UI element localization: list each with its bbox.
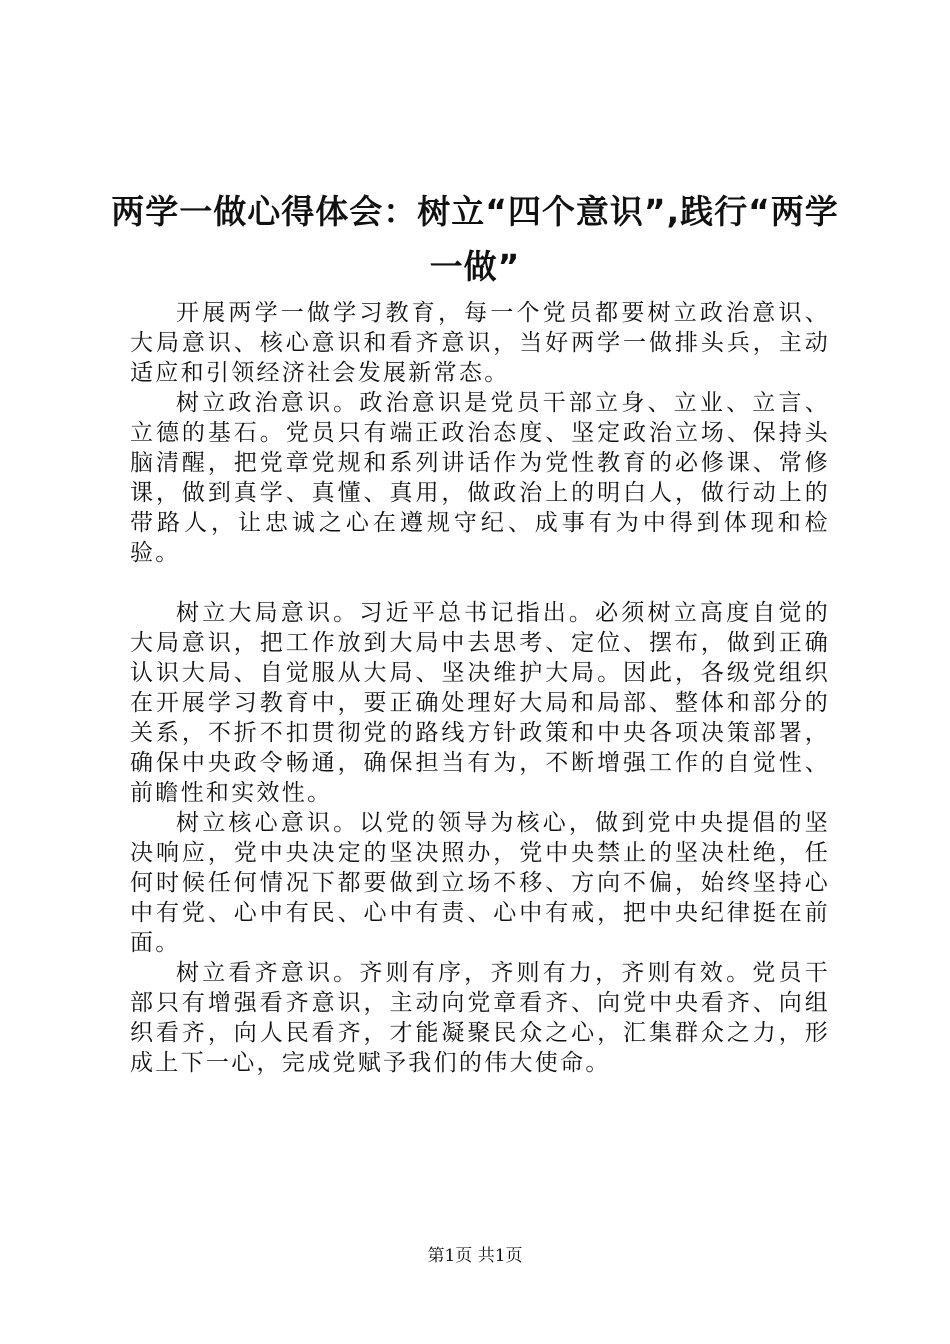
paragraph-intro: 开展两学一做学习教育，每一个党员都要树立政治意识、大局意识、核心意识和看齐意识，当好两学一做排头兵，主动适应和引领经济社会发展新常态。: [130, 300, 830, 386]
paragraph-political-awareness: 树立政治意识。政治意识是党员干部立身、立业、立言、立德的基石。党员只有端正政治态度、坚定政治立场、保持头脑清醒，把党章党规和系列讲话作为党性教育的必修课、常修课，做到真学、真懂、真用，做政治上的明白人，做行动上的带路人，让忠诚之心在遵规守纪、成事有为中得到体现和检验。: [130, 390, 830, 566]
page-footer: 第1页 共1页: [427, 1246, 523, 1266]
paragraph-overall-awareness: 树立大局意识。习近平总书记指出。必须树立高度自觉的大局意识，把工作放到大局中去思考、定位、摆布，做到正确认识大局、自觉服从大局、坚决维护大局。因此，各级党组织在开展学习教育中，要正确处理好大局和局部、整体和部分的关系，不折不扣贯彻党的路线方针政策和中央各项决策部署，确保中央政令畅通，确保担当有为，不断增强工作的自觉性、前瞻性和实效性。: [130, 600, 830, 806]
paragraph-core-awareness: 树立核心意识。以党的领导为核心，做到党中央提倡的坚决响应，党中央决定的坚决照办，党中央禁止的坚决杜绝，任何时候任何情况下都要做到立场不移、方向不偏，始终坚持心中有党、心中有民、心中有责、心中有戒，把中央纪律挺在前面。: [130, 810, 830, 956]
document-title: 两学一做心得体会：树立“四个意识”,践行“两学一做”: [111, 192, 839, 286]
document-body: [130, 298, 830, 1078]
paragraph-alignment-awareness: 树立看齐意识。齐则有序，齐则有力，齐则有效。党员干部只有增强看齐意识，主动向党章看齐、向党中央看齐、向组织看齐，向人民看齐，才能凝聚民众之心，汇集群众之力，形成上下一心，完成党赋予我们的伟大使命。: [130, 960, 830, 1076]
